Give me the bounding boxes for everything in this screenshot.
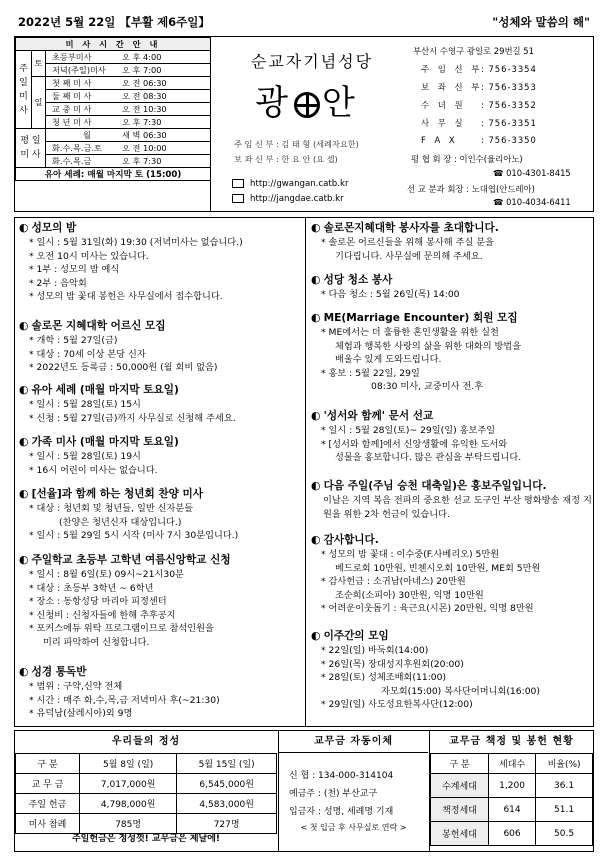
assistant-pastor: 보 좌 신 부 : 한 요 안 (요 셉) (234, 154, 338, 164)
section-bible-reading: ◐ 성경 통독반 * 범위 : 구약,신약 전체 * 시간 : 매주 화,수,목,금 저녁미사 후(~21:30) * 유덕남(살레시아)외 9명 (19, 665, 220, 719)
section-cleaning: ◐ 성당 청소 봉사 * 다음 청소 : 5월 26일(목) 14:00 (311, 273, 460, 300)
contact-row: 보 좌 신 부: 756-3353 (421, 82, 537, 92)
contact-row: 주 임 신 부: 756-3354 (421, 64, 537, 74)
transfer-caption: < 첫 입금 후 사무실로 연락 > (300, 823, 407, 832)
church-title-block (212, 37, 402, 211)
section-me-recruit: ◐ ME(Marriage Encounter) 회원 모집 * ME에서는 더 훌륭한 혼인생활을 위한 실천 체험과 행복한 사랑의 삶을 위한 대화의 방법을 배울수 있게 도와드립니다. * 홍보 : 5월 22일, 29일 08:30 미사, 교중미사 전.후 (311, 311, 522, 392)
contact-row: 사 무 실 : 756-3351 (421, 118, 537, 128)
section-promotion-sunday: ◐ 다음 주일(주님 승천 대축일)은 홍보주일입니다. 이날은 지역 복음 전파의 중요한 선교 도구인 부산 평화방송 재정 지원을 위한 2차 헌금이 있습니다. (311, 479, 592, 520)
weekday-mass-label: 평 일 미 사 (16, 129, 46, 168)
title-right: 안 (322, 83, 359, 123)
table-header: 세대수 (489, 754, 536, 774)
website-link-1[interactable]: http://gwangan.catb.kr (250, 179, 349, 189)
council-phone: ☎ 010-4301-8415 (493, 168, 571, 178)
sunday-label: 일 (32, 77, 46, 129)
bottom-block (14, 730, 594, 852)
announcements (14, 217, 594, 727)
contact-row: 수 녀 원 : 756-3352 (421, 100, 537, 110)
assessment-table (429, 731, 593, 851)
mission-phone: ☎ 010-4034-6411 (493, 197, 571, 207)
schedule-title: 미 사 시 간 안 내 (16, 38, 211, 51)
table-row: 수계세대 1,200 36.1 (431, 774, 593, 798)
section-infant-baptism: ◐ 유아 세례 (매월 마지막 토요일) * 일시 : 5월 28일(토) 15시 * 신청 : 5월 27일(금)까지 사무실로 신청해 주세요. (19, 383, 236, 424)
monitor-icon (232, 194, 244, 203)
website-link-2[interactable]: http://jangdae.catb.kr (250, 194, 344, 204)
address: 부산시 수영구 광일로 29번길 51 (413, 46, 534, 56)
schedule-row: 화.수.목.금.토 오 전 10:00 (46, 142, 211, 155)
header-block (14, 36, 594, 212)
bulletin-title (212, 75, 402, 124)
contact-row: F A X : 756-3350 (421, 135, 537, 145)
council-president: 평 협 회 장 : 이인수(율리아노) (411, 154, 523, 164)
saturday-label: 토 (32, 51, 46, 77)
church-name: 순교자기념성당 (250, 52, 374, 71)
schedule-row: 초등부미사 오 후 4:00 (46, 51, 211, 64)
cross-seal-icon (294, 92, 320, 118)
right-column (307, 218, 595, 726)
title-left: 광 (255, 83, 292, 123)
table-row: 주일 헌금 4,798,000원 4,583,000원 (16, 794, 277, 814)
assessment-title: 교무금 책정 및 봉헌 현황 (449, 736, 574, 747)
table-header: 5월 15일 (일) (177, 754, 277, 774)
table-header: 구 분 (16, 754, 80, 774)
year-motto: "성체와 말씀의 해" (492, 15, 590, 29)
sunday-mass-label: 주 일 미 사 (16, 51, 32, 129)
schedule-row: 화.수.목.금 오 후 7:30 (46, 155, 211, 168)
websites (232, 177, 348, 207)
schedule-row: 저녁(주일)미사 오 후 7:00 (46, 64, 211, 77)
table-row: 교 무 금 7,017,000원 6,545,000원 (16, 774, 277, 794)
section-meetings: ◐ 이주간의 모임 * 22일(일) 바둑회(14:00) * 26일(목) 장대성지후원회(20:00) * 28일(토) 성체조배회(11:00) 자모회(15:00) 복사단어머니회(16:00) * 29일(일) 사도성요한복사단(12:00) (311, 629, 540, 710)
section-rosary-night: ◐ 성모의 밤 * 일시 : 5월 31일(화) 19:30 (저녁미사는 없습니다.) * 오전 10시 미사는 있습니다. * 1부 : 성모의 밤 예식 * 2부 : 음악회 * 성모의 밤 꽃대 봉헌은 사무실에서 접수합니다. (19, 221, 243, 302)
schedule-row: 둘 째 미 사 오 전 08:30 (46, 90, 211, 103)
table-row: 봉헌세대 606 50.5 (431, 822, 593, 846)
bulletin-date: 2022년 5월 22일 【부활 제6주일】 (18, 15, 210, 29)
depositor-note: 입금자 : 성명, 세례명 기재 (289, 807, 394, 817)
section-solomon-recruit: ◐ 솔로몬 지혜대학 어르신 모집 * 개학 : 5월 27일(금) * 대상 : 70세 이상 본당 신자 * 2022년도 등록금 : 50,000원 (월 회비 없음) (19, 319, 218, 373)
table-header: 5월 8일 (일) (80, 754, 177, 774)
pastor: 주 임 신 부 : 김 태 형 (세례자요한) (234, 139, 359, 149)
schedule-row: 첫 째 미 사 오 전 06:30 (46, 77, 211, 90)
section-thanks: ◐ 감사합니다. * 성모의 밤 꽃대 : 이수중(F.사베리오) 5만원 베드로회 10만원, 빈첸시오회 10만원, ME회 5만원 * 감사헌금 : 소귀남(아네스) 20만원 조순희(소피아) 30만원, 익명 10만원 * 어려운이웃돕기 : 육근요(시몬) 20만원, 익명 8만원 (311, 533, 541, 614)
offering-title: 우리들의 정성 (111, 736, 181, 747)
auto-transfer (278, 731, 428, 851)
section-summer-school: ◐ 주일학교 초등부 고학년 여름신앙학교 신청 * 일시 : 8월 6일(토) 09시~21시30분 * 대상 : 초등부 3학년 ~ 6학년 * 장소 : 동항성당 마리아 피정센터 * 신청비 : 신청자들에 한해 추후공지 * 포커스에듀 위탁 프로그램이므로 참석인원을 미리 파악하여 신청합니다. (19, 553, 231, 648)
contact-block (403, 37, 593, 211)
left-column (15, 218, 306, 726)
baptism-note: 유아 세례: 매월 마지막 토 (15:00) (16, 168, 211, 181)
mass-schedule (15, 37, 211, 211)
account-holder: 예금주 : (천) 부산교구 (289, 789, 378, 799)
table-header: 구 분 (431, 754, 489, 774)
transfer-title: 교무금 자동이체 (279, 731, 428, 753)
table-header: 비율(%) (536, 754, 593, 774)
schedule-row: 월 새 벽 06:30 (46, 129, 211, 142)
table-row: 미사 참례 785명 727명 (16, 814, 277, 834)
section-family-mass: ◐ 가족 미사 (매월 마지막 토요일) * 일시 : 5월 28일(토) 19시 * 16시 어린이 미사는 없습니다. (19, 435, 179, 476)
section-bible-mission: ◐ '성서와 함께' 문서 선교 * 일시 : 5월 28일(토)~ 29일(일) 홍보주일 * [성서와 함께]에서 신앙생활에 유익한 도서와 성물을 홍보합니다. 많은 관심을 부탁드립니다. (311, 409, 522, 463)
bank-account: 신 협 : 134-000-314104 (289, 771, 394, 781)
section-solomon-volunteers: ◐ 솔로몬지혜대학 봉사자를 초대합니다. * 솔로몬 어르신들을 위해 봉사해 주실 분을 기다립니다. 사무실에 문의해 주세요. (311, 221, 499, 262)
offering-table (15, 731, 277, 844)
monitor-icon (232, 179, 244, 188)
top-line (14, 12, 594, 32)
mission-president: 선 교 분과 회장 : 노대엽(안드레아) (407, 184, 535, 194)
priests (234, 137, 359, 167)
schedule-row: 교 중 미 사 오 전 10:30 (46, 103, 211, 116)
section-youth-praise: ◐ [선율]과 함께 하는 청년회 찬양 미사 * 대상 : 청년회 및 청년들, 일반 신자분들 (찬양은 청년신자 대상입니다.) * 일시 : 5월 29일 5시 시작 (미사 7시 30분입니다.) (19, 487, 239, 541)
offering-footer: 주일헌금은 정성껏! 교무금은 제날에! (71, 834, 221, 844)
schedule-row: 청 년 미 사 오 후 7:30 (46, 116, 211, 129)
table-row: 책정세대 614 51.1 (431, 798, 593, 822)
